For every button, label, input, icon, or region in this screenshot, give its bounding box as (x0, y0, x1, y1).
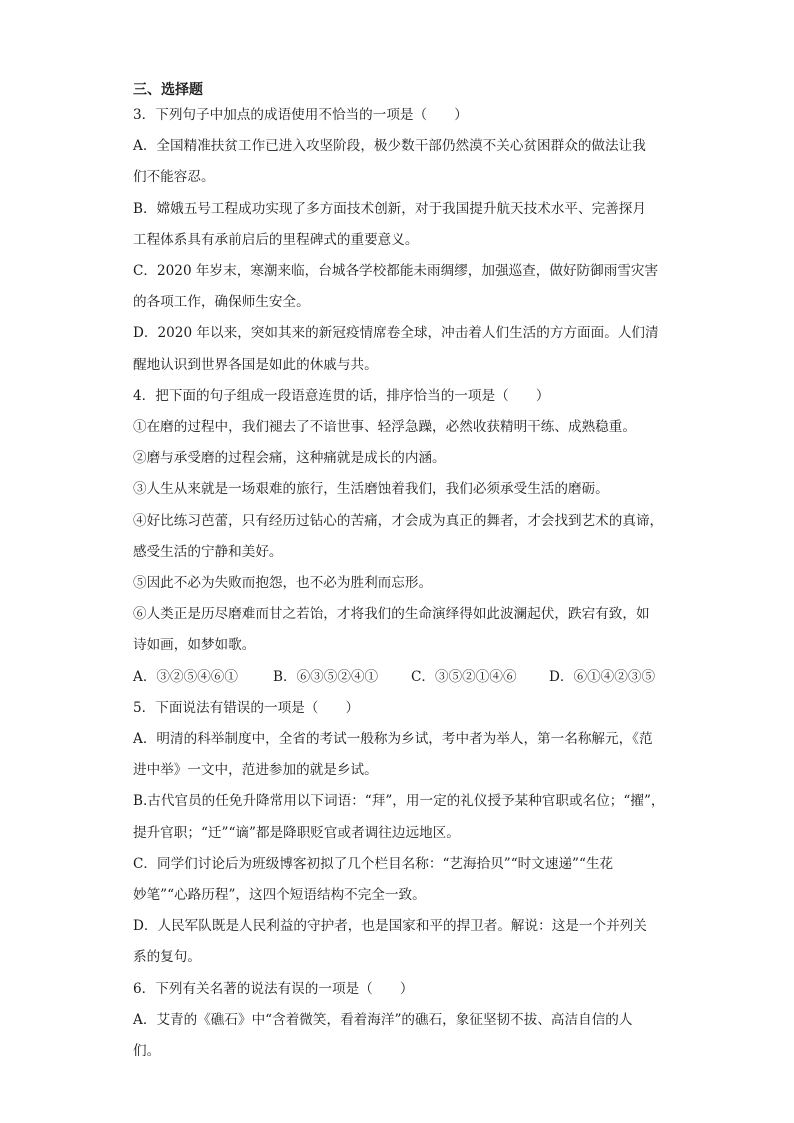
options-row (133, 662, 673, 693)
question-4 (133, 381, 673, 693)
option-b-line2: 工程体系具有承前启后的里程碑式的重要意义。 (133, 231, 419, 248)
option-b-line1: B.古代官员的任免升降常用以下词语：“拜”，用一定的礼仪授予某种官职或名位；“擢”， (133, 793, 665, 810)
option-b-line2: 提升官职；“迁”“谪”都是降职贬官或者调往边远地区。 (133, 824, 460, 841)
option-a-line1: A．艾青的《礁石》中“含着微笑，看着海洋”的礁石，象征坚韧不拔、高洁自信的人 (133, 1011, 633, 1028)
question-stem: 3．下列句子中加点的成语使用不恰当的一项是（ ） (133, 107, 468, 123)
exam-page (133, 80, 673, 1067)
option-a-line2: 们不能容忍。 (133, 169, 215, 186)
option-d-line2: 系的复句。 (133, 949, 201, 966)
option-c-line2: 的各项工作，确保师生安全。 (133, 294, 310, 311)
option-b-line1: B．嫦娥五号工程成功实现了多方面技术创新，对于我国提升航天技术水平、完善探月 (133, 200, 646, 217)
option-a-line2: 进中举》一文中，范进参加的就是乡试。 (133, 762, 378, 779)
sentence-4-line1: ④好比练习芭蕾，只有经历过钻心的苦痛，才会成为真正的舞者，才会找到艺术的真谛， (133, 512, 664, 529)
sentence-6-line2: 诗如画，如梦如歌。 (133, 637, 256, 654)
question-stem: 5．下面说法有错误的一项是（ ） (133, 699, 360, 716)
question-3 (133, 100, 673, 381)
question-stem: 6．下列有关名著的说法有误的一项是（ ） (133, 980, 414, 997)
question-6 (133, 974, 673, 1068)
option-c-line1: C．2020 年岁末，寒潮来临，台城各学校都能未雨绸缪，加强巡查，做好防御雨雪灾害 (133, 263, 659, 280)
sentence-2: ②磨与承受磨的过程会痛，这种痛就是成长的内涵。 (133, 450, 446, 467)
option-a-line2: 们。 (133, 1043, 161, 1060)
sentence-1: ①在磨的过程中，我们褪去了不谙世事、轻浮急躁，必然收获精明干练、成熟稳重。 (133, 419, 636, 436)
option-d-line1: D．人民军队既是人民利益的守护者，也是国家和平的捍卫者。解说：这是一个并列关 (133, 918, 647, 935)
option-c: C．③⑤②①④⑥ (411, 668, 517, 685)
option-a: A．③②⑤④⑥① (133, 668, 238, 685)
option-c-line2: 妙笔”“心路历程”，这四个短语结构不完全一致。 (133, 887, 426, 904)
section-title: 三、选择题 (133, 82, 203, 98)
option-d-line2: 醒地认识到世界各国是如此的休戚与共。 (133, 356, 378, 373)
question-5 (133, 693, 673, 974)
option-d-line1: D．2020 年以来，突如其来的新冠疫情席卷全球，冲击着人们生活的方方面面。人们清 (133, 325, 659, 342)
sentence-5: ⑤因此不必为失败而抱怨，也不必为胜利而忘形。 (133, 575, 433, 592)
option-a-line1: A．全国精准扶贫工作已进入攻坚阶段，极少数干部仍然漠不关心贫困群众的做法让我 (133, 138, 646, 155)
option-d: D．⑥①④②③⑤ (549, 668, 656, 685)
sentence-6-line1: ⑥人类正是历尽磨难而甘之若饴，才将我们的生命演绎得如此波澜起伏，跌宕有致，如 (133, 606, 650, 623)
option-b: B．⑥③⑤②④① (273, 668, 379, 685)
sentence-3: ③人生从来就是一场艰难的旅行，生活磨蚀着我们，我们必须承受生活的磨砺。 (133, 481, 609, 498)
option-c-line1: C．同学们讨论后为班级博客初拟了几个栏目名称：“艺海拾贝”“时文速递”“生花 (133, 855, 614, 872)
question-stem: 4．把下面的句子组成一段语意连贯的话，排序恰当的一项是（ ） (133, 387, 550, 404)
option-a-line1: A．明清的科举制度中，全省的考试一般称为乡试，考中者为举人，第一名称解元，《范 (133, 731, 653, 748)
sentence-4-line2: 感受生活的宁静和美好。 (133, 543, 283, 560)
